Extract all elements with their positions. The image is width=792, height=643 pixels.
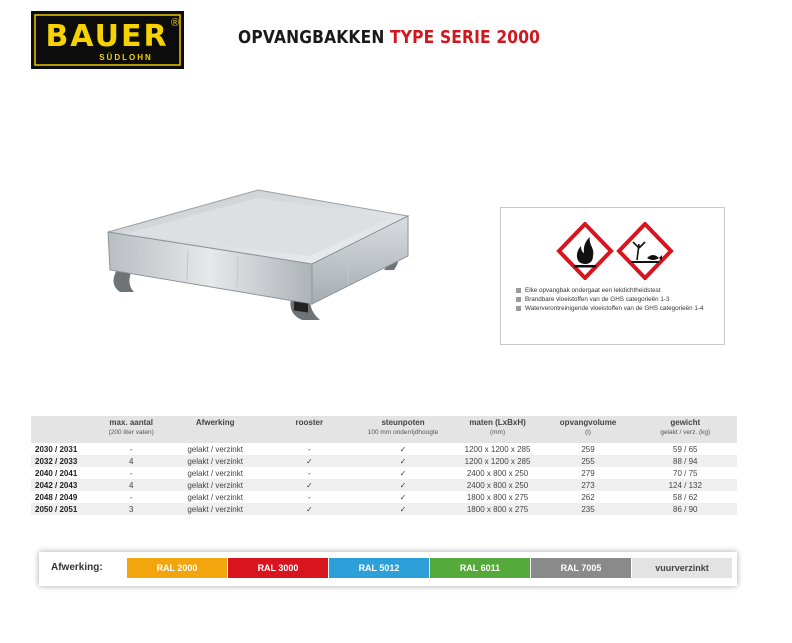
col-header-code xyxy=(31,416,97,443)
col-header-legs: steunpoten 100 mm onderrijdhoogte xyxy=(354,416,453,443)
table-row: 2032 / 2033 4 gelakt / verzinkt ✓ ✓ 1200 x 1200 x 285 255 88 / 94 xyxy=(31,455,737,467)
swatch-ral-5012: RAL 5012 xyxy=(329,558,429,578)
col-header-volume: opvangvolume (l) xyxy=(543,416,634,443)
col-header-finish: Afwerking xyxy=(165,416,265,443)
swatch-vuurverzinkt: vuurverzinkt xyxy=(632,558,732,578)
col-header-dimensions: maten (LxBxH) (mm) xyxy=(453,416,543,443)
logo-registered: ® xyxy=(170,17,180,29)
table-row: 2042 / 2043 4 gelakt / verzinkt ✓ ✓ 2400 x 800 x 250 273 124 / 132 xyxy=(31,479,737,491)
bullet-square-icon xyxy=(516,306,521,311)
col-header-weight: gewicht gelakt / verz. (kg) xyxy=(634,416,737,443)
swatch-ral-7005: RAL 7005 xyxy=(531,558,631,578)
galvanized-spill-tray-image xyxy=(98,180,416,328)
spec-table xyxy=(31,416,737,515)
table-row: 2040 / 2041 - gelakt / verzinkt - ✓ 2400 x 800 x 250 279 70 / 75 xyxy=(35,468,698,478)
finish-colors-bar xyxy=(39,552,737,586)
swatch-ral-2000: RAL 2000 xyxy=(127,558,227,578)
swatch-ral-3000: RAL 3000 xyxy=(228,558,328,578)
ghs-pictograms xyxy=(555,222,675,280)
environment-icon xyxy=(619,224,671,278)
table-header-row xyxy=(31,416,737,443)
table-row: 2048 / 2049 - gelakt / verzinkt - ✓ 1800 x 800 x 275 262 58 / 62 xyxy=(35,492,698,502)
bullet-square-icon xyxy=(516,288,521,293)
bauer-logo xyxy=(31,11,184,69)
hazard-info-box xyxy=(500,207,725,345)
title-main: OPVANGBAKKEN xyxy=(238,27,385,48)
finish-label: Afwerking: xyxy=(51,562,103,573)
col-header-grate: rooster xyxy=(265,416,353,443)
flame-icon xyxy=(559,224,611,278)
swatch-ral-6011: RAL 6011 xyxy=(430,558,530,578)
table-row: 2050 / 2051 3 gelakt / verzinkt ✓ ✓ 1800 x 800 x 275 235 86 / 90 xyxy=(31,503,737,515)
hazard-note: Elke opvangbak ondergaat een lekdichtheidstest xyxy=(516,286,704,295)
table-row: 2030 / 2031 - gelakt / verzinkt - ✓ 1200 x 1200 x 285 259 59 / 65 xyxy=(35,444,698,454)
title-series: TYPE SERIE 2000 xyxy=(390,27,541,48)
hazard-note: Waterverontreinigende vloeistoffen van de GHS categorieën 1-4 xyxy=(516,304,704,313)
hazard-note: Brandbare vloeistoffen van de GHS categorieën 1-3 xyxy=(516,295,704,304)
logo-sub: SÜDLOHN xyxy=(99,53,153,62)
col-header-max: max. aantal (200 liter vaten) xyxy=(97,416,165,443)
logo-text: BAUER xyxy=(45,19,169,54)
bullet-square-icon xyxy=(516,297,521,302)
page-title xyxy=(238,27,540,48)
hazard-notes xyxy=(516,286,704,313)
